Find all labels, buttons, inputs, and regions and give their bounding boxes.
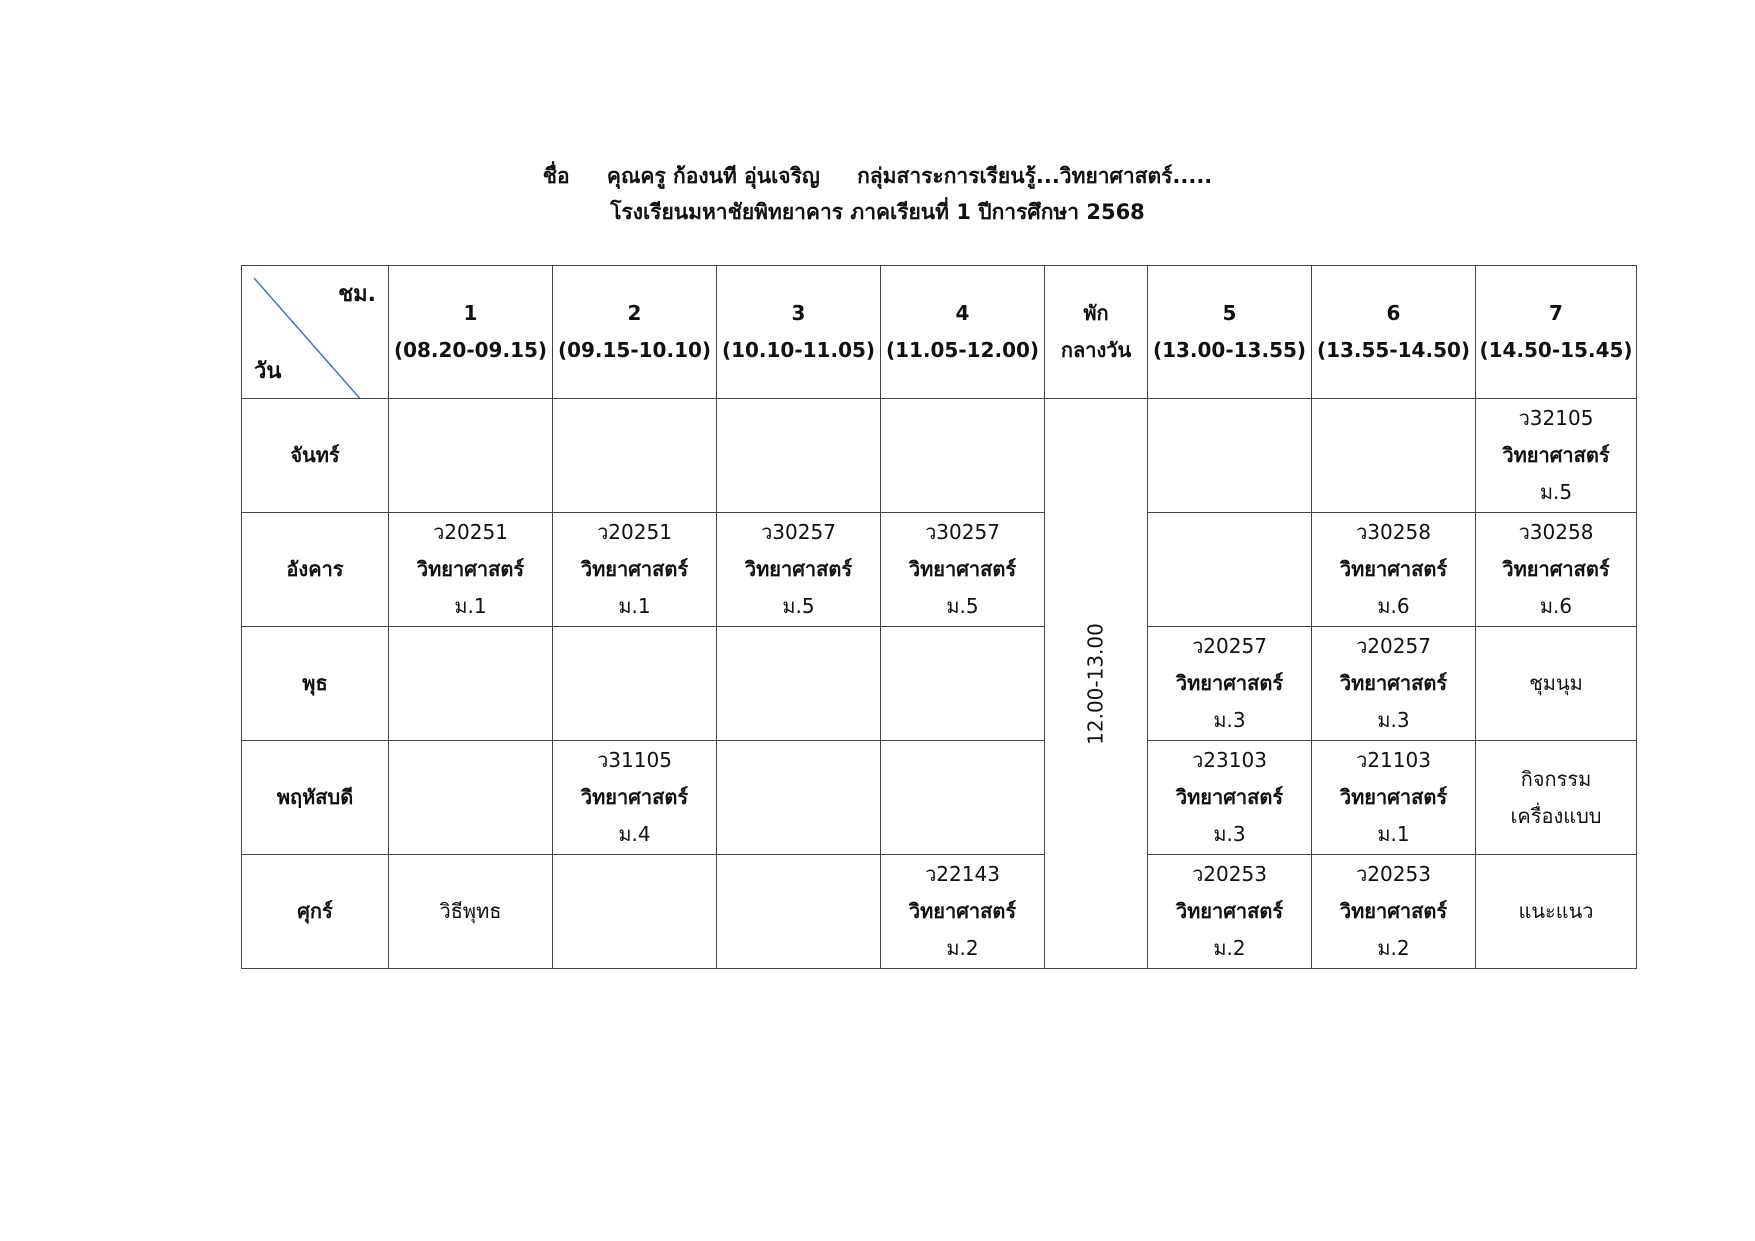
schedule-cell	[389, 741, 553, 855]
timetable	[241, 265, 1637, 969]
course-code: ว32105	[1518, 406, 1594, 430]
day-name: จันทร์	[242, 399, 389, 513]
schedule-cell	[1312, 855, 1476, 969]
schedule-cell	[1148, 855, 1312, 969]
schedule-cell	[1476, 741, 1637, 855]
class-level: ม.2	[946, 936, 979, 960]
lunch-break-cell	[1045, 399, 1148, 969]
period-axis-label: ชม.	[338, 282, 376, 307]
course-code: ว20257	[1356, 634, 1431, 658]
subject-name: วิทยาศาสตร์	[1339, 899, 1448, 923]
course-code: ว20253	[1356, 862, 1431, 886]
period-number: 4	[955, 301, 970, 325]
schedule-cell	[389, 627, 553, 741]
class-level: ม.2	[1213, 936, 1246, 960]
activity-text: เครื่องแบบ	[1510, 803, 1602, 828]
activity-text: ชุมนุม	[1529, 671, 1583, 695]
period-time: (11.05-12.00)	[885, 338, 1040, 362]
period-time: (08.20-09.15)	[393, 338, 548, 362]
schedule-cell	[717, 741, 881, 855]
class-level: ม.3	[1213, 822, 1246, 846]
course-code: ว20251	[433, 520, 508, 544]
schedule-cell	[1312, 513, 1476, 627]
schedule-cell	[553, 399, 717, 513]
schedule-cell	[881, 513, 1045, 627]
header-line-1	[0, 160, 1755, 193]
schedule-cell	[1148, 513, 1312, 627]
period-header-7	[1312, 266, 1476, 399]
table-row	[242, 855, 1637, 969]
class-level: ม.5	[782, 594, 815, 618]
period-number: 1	[463, 301, 478, 325]
schedule-cell	[717, 855, 881, 969]
period-header-6	[1148, 266, 1312, 399]
course-code: ว30257	[925, 520, 1000, 544]
subject-name: วิทยาศาสตร์	[1339, 557, 1448, 581]
header-line-2: โรงเรียนมหาชัยพิทยาคาร ภาคเรียนที่ 1 ปีการศึกษา 2568	[610, 200, 1145, 224]
subject-name: วิทยาศาสตร์	[744, 557, 853, 581]
schedule-cell	[881, 627, 1045, 741]
period-number: 3	[791, 301, 806, 325]
period-time: กลางวัน	[1060, 338, 1132, 362]
activity-text: วิธีพุทธ	[439, 899, 502, 923]
schedule-cell	[1312, 399, 1476, 513]
table-row	[242, 741, 1637, 855]
schedule-cell	[881, 855, 1045, 969]
schedule-cell	[881, 399, 1045, 513]
course-code: ว23103	[1192, 748, 1267, 772]
schedule-cell	[1312, 741, 1476, 855]
schedule-cell	[1148, 627, 1312, 741]
schedule-cell	[389, 855, 553, 969]
schedule-cell	[1476, 513, 1637, 627]
class-level: ม.5	[1539, 480, 1573, 504]
course-code: ว30257	[761, 520, 836, 544]
period-header-1	[389, 266, 553, 399]
course-code: ว30258	[1356, 520, 1431, 544]
period-number: พัก	[1083, 301, 1109, 325]
day-name: ศุกร์	[242, 855, 389, 969]
course-code: ว20253	[1192, 862, 1267, 886]
class-level: ม.2	[1377, 936, 1410, 960]
subject-name: วิทยาศาสตร์	[1502, 443, 1610, 467]
subject-name: วิทยาศาสตร์	[1175, 785, 1284, 809]
schedule-cell	[1476, 855, 1637, 969]
class-level: ม.6	[1539, 594, 1573, 618]
class-level: ม.5	[946, 594, 979, 618]
schedule-cell	[553, 855, 717, 969]
period-time: (10.10-11.05)	[721, 338, 876, 362]
class-level: ม.3	[1213, 708, 1246, 732]
period-header-3	[717, 266, 881, 399]
period-number: 7	[1549, 301, 1563, 325]
subject-name: วิทยาศาสตร์	[1502, 557, 1610, 581]
table-row	[242, 513, 1637, 627]
course-code: ว30258	[1518, 520, 1594, 544]
corner-cell	[242, 266, 389, 399]
subject-name: วิทยาศาสตร์	[908, 557, 1017, 581]
table-row	[242, 399, 1637, 513]
period-header-8	[1476, 266, 1637, 399]
schedule-cell	[389, 513, 553, 627]
schedule-cell	[1476, 627, 1637, 741]
course-code: ว31105	[597, 748, 672, 772]
period-header-2	[553, 266, 717, 399]
day-name: พฤหัสบดี	[242, 741, 389, 855]
period-number: 5	[1222, 301, 1237, 325]
period-time: (14.50-15.45)	[1479, 338, 1633, 362]
class-level: ม.6	[1377, 594, 1410, 618]
class-level: ม.4	[618, 822, 651, 846]
table-row	[242, 627, 1637, 741]
period-header-5	[1045, 266, 1148, 399]
schedule-cell	[1476, 399, 1637, 513]
subject-name: วิทยาศาสตร์	[1175, 899, 1284, 923]
period-number: 6	[1386, 301, 1401, 325]
period-time: (09.15-10.10)	[557, 338, 712, 362]
subject-name: วิทยาศาสตร์	[908, 899, 1017, 923]
subject-name: วิทยาศาสตร์	[416, 557, 525, 581]
period-number: 2	[627, 301, 642, 325]
schedule-cell	[1148, 399, 1312, 513]
class-level: ม.1	[454, 594, 487, 618]
subject-name: วิทยาศาสตร์	[580, 785, 689, 809]
schedule-cell	[1312, 627, 1476, 741]
schedule-cell	[553, 513, 717, 627]
period-time: (13.00-13.55)	[1152, 338, 1307, 362]
lunch-time: 12.00-13.00	[1083, 622, 1108, 745]
activity-text: แนะแนว	[1518, 899, 1594, 923]
course-code: ว20257	[1192, 634, 1267, 658]
course-code: ว21103	[1356, 748, 1431, 772]
day-name: อังคาร	[242, 513, 389, 627]
class-level: ม.1	[618, 594, 651, 618]
subject-name: วิทยาศาสตร์	[580, 557, 689, 581]
period-header-4	[881, 266, 1045, 399]
schedule-cell	[553, 741, 717, 855]
period-time: (13.55-14.50)	[1316, 338, 1471, 362]
schedule-cell	[717, 627, 881, 741]
teacher-name: คุณครู ก้องนที อุ่นเจริญ	[606, 164, 820, 188]
course-code: ว22143	[925, 862, 1000, 886]
subject-name: วิทยาศาสตร์	[1339, 785, 1448, 809]
subject-name: วิทยาศาสตร์	[1175, 671, 1284, 695]
schedule-cell	[717, 513, 881, 627]
schedule-cell	[881, 741, 1045, 855]
subject-group: กลุ่มสาระการเรียนรู้...วิทยาศาสตร์.....	[857, 164, 1213, 188]
subject-name: วิทยาศาสตร์	[1339, 671, 1448, 695]
day-name: พุธ	[242, 627, 389, 741]
class-level: ม.1	[1377, 822, 1410, 846]
course-code: ว20251	[597, 520, 672, 544]
day-axis-label: วัน	[254, 359, 282, 384]
schedule-cell	[553, 627, 717, 741]
schedule-cell	[717, 399, 881, 513]
schedule-cell	[1148, 741, 1312, 855]
activity-text: กิจกรรม	[1520, 766, 1592, 791]
name-label: ชื่อ	[542, 164, 570, 188]
class-level: ม.3	[1377, 708, 1410, 732]
schedule-cell	[389, 399, 553, 513]
